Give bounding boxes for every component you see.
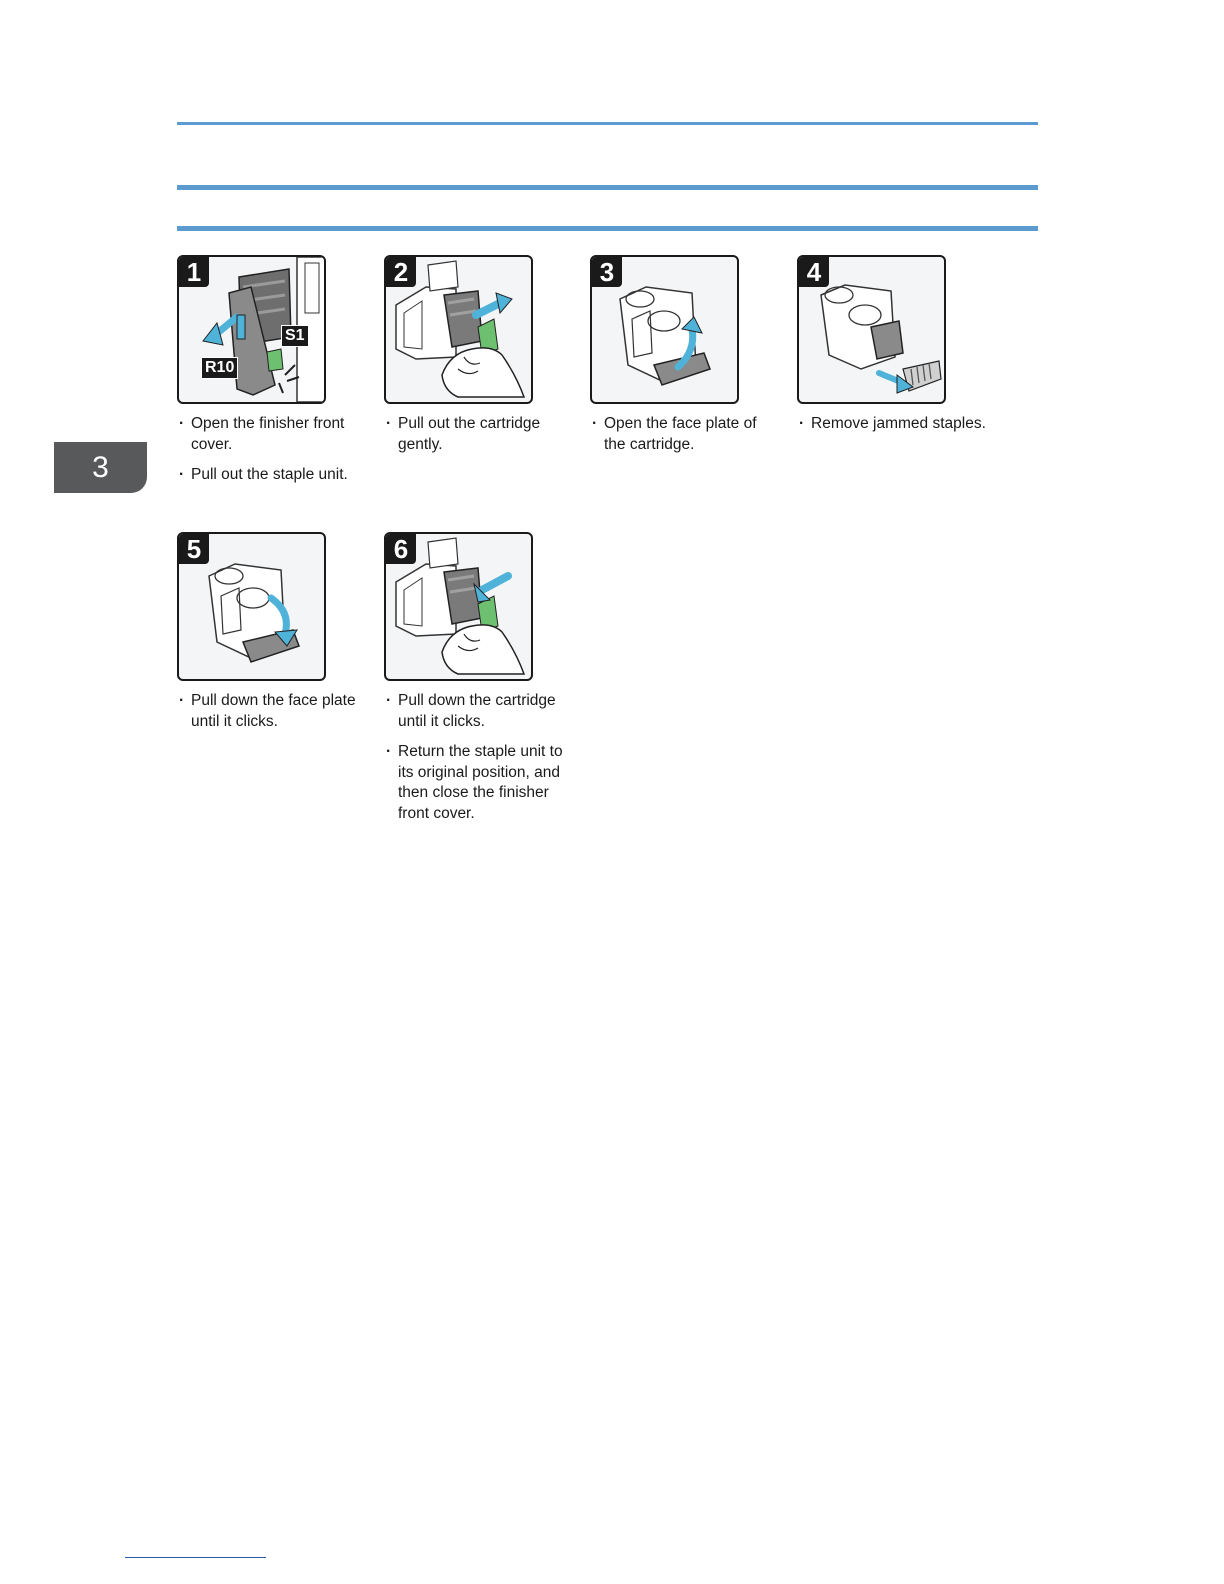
- step-4-caption-1: · Remove jammed staples.: [797, 414, 987, 435]
- step-5-illustration: [177, 532, 326, 681]
- step-number: 5: [179, 534, 209, 564]
- step-4-illustration: [797, 255, 946, 404]
- step-2: [384, 255, 574, 465]
- step-1-caption-1: · Open the finisher front cover.: [177, 414, 367, 455]
- step-6-caption-1: · Pull down the cartridge until it clicks.: [384, 691, 574, 732]
- step-4: [797, 255, 987, 445]
- step-number: 2: [386, 257, 416, 287]
- header-rule-middle: [177, 185, 1038, 190]
- step-1: [177, 255, 367, 496]
- step-1-caption-2: · Pull out the staple unit.: [177, 465, 367, 486]
- step-5-caption-1: · Pull down the face plate until it clicks.: [177, 691, 367, 732]
- step-6-illustration: [384, 532, 533, 681]
- step-2-caption-1: · Pull out the cartridge gently.: [384, 414, 574, 455]
- step-number: 3: [592, 257, 622, 287]
- step-6: [384, 532, 574, 834]
- step-number: 6: [386, 534, 416, 564]
- header-rule-lower: [177, 226, 1038, 231]
- chapter-tab: 3: [54, 442, 147, 493]
- step-3-caption-1: · Open the face plate of the cartridge.: [590, 414, 780, 455]
- footer-rule: [125, 1557, 266, 1558]
- step-1-illustration: [177, 255, 326, 404]
- step-number: 4: [799, 257, 829, 287]
- step-3-illustration: [590, 255, 739, 404]
- step-number: 1: [179, 257, 209, 287]
- step-5: [177, 532, 367, 742]
- label-s1: S1: [281, 325, 309, 347]
- label-r10: R10: [201, 357, 238, 379]
- step-2-illustration: [384, 255, 533, 404]
- step-3: [590, 255, 780, 465]
- step-6-caption-2: · Return the staple unit to its original position, and then close the finisher front cover.: [384, 742, 574, 824]
- header-rule-top: [177, 122, 1038, 125]
